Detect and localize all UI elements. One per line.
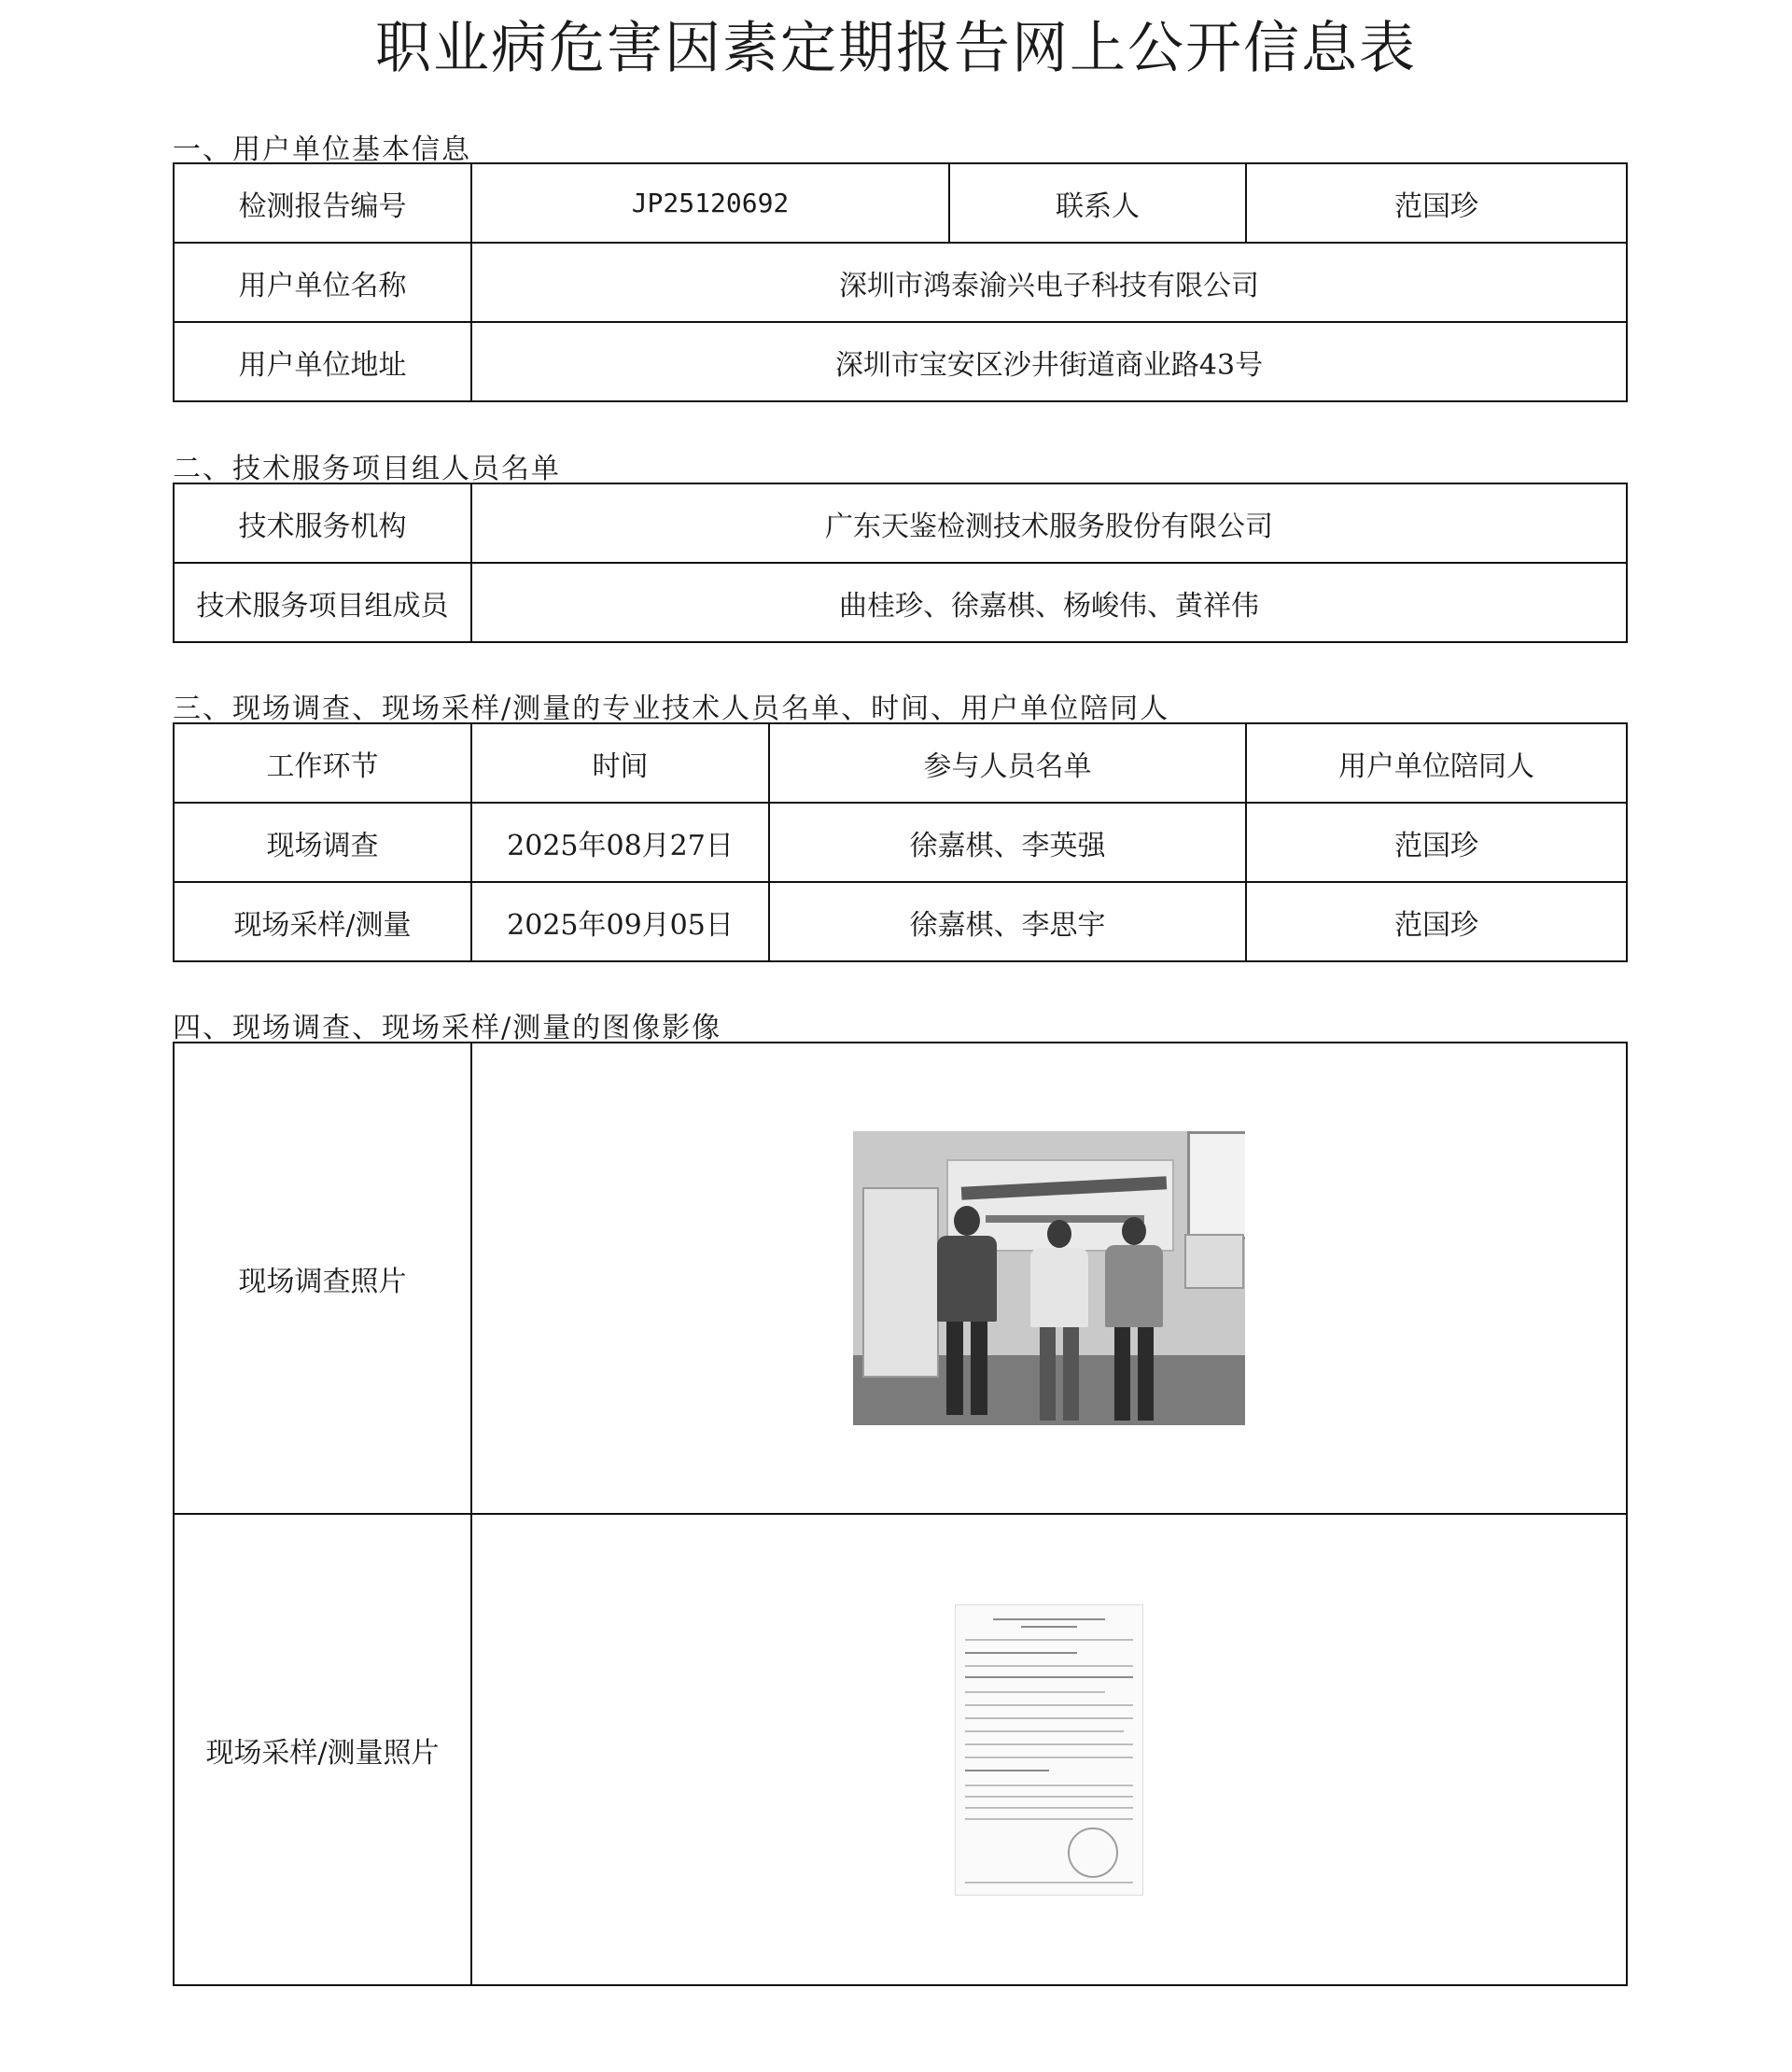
- stamp-icon: [1068, 1827, 1118, 1878]
- basic-info-table: [173, 162, 1628, 402]
- date-cell: 2025年09月05日: [471, 882, 769, 961]
- date-cell: 2025年08月27日: [471, 803, 769, 882]
- escort-cell: 范国珍: [1246, 882, 1627, 961]
- unit-address-value: 深圳市宝安区沙井街道商业路43号: [471, 322, 1627, 401]
- staff-cell: 徐嘉棋、李英强: [769, 803, 1246, 882]
- table-row: [174, 803, 1627, 882]
- members-value: 曲桂珍、徐嘉棋、杨峻伟、黄祥伟: [471, 563, 1627, 642]
- fieldwork-table: [173, 722, 1628, 962]
- team-table: [173, 483, 1628, 643]
- org-value: 广东天鉴检测技术服务股份有限公司: [471, 483, 1627, 563]
- section1-heading: 一、用户单位基本信息: [173, 133, 471, 166]
- table-row: [174, 882, 1627, 961]
- page-title: 职业病危害因素定期报告网上公开信息表: [375, 16, 1417, 81]
- staff-cell: 徐嘉棋、李思宇: [769, 882, 1246, 961]
- photo-table: [173, 1042, 1628, 1986]
- report-no-label: 检测报告编号: [174, 163, 471, 243]
- col-header-time: 时间: [471, 723, 769, 803]
- section4-heading: 四、现场调查、现场采样/测量的图像影像: [173, 1012, 722, 1044]
- members-label: 技术服务项目组成员: [174, 563, 471, 642]
- col-header-escort: 用户单位陪同人: [1246, 723, 1627, 803]
- unit-name-label: 用户单位名称: [174, 243, 471, 322]
- unit-name-value: 深圳市鸿泰渝兴电子科技有限公司: [471, 243, 1627, 322]
- org-label: 技术服务机构: [174, 483, 471, 563]
- contact-value: 范国珍: [1246, 163, 1627, 243]
- col-header-stage: 工作环节: [174, 723, 471, 803]
- survey-photo: [853, 1131, 1245, 1425]
- stage-cell: 现场采样/测量: [174, 882, 471, 961]
- col-header-staff: 参与人员名单: [769, 723, 1246, 803]
- survey-photo-label: 现场调查照片: [174, 1043, 471, 1514]
- report-no-value: JP25120692: [471, 163, 949, 243]
- sampling-photo-label: 现场采样/测量照片: [174, 1514, 471, 1985]
- escort-cell: 范国珍: [1246, 803, 1627, 882]
- contact-label: 联系人: [949, 163, 1246, 243]
- unit-address-label: 用户单位地址: [174, 322, 471, 401]
- sampling-record-photo: [955, 1604, 1143, 1896]
- section3-heading: 三、现场调查、现场采样/测量的专业技术人员名单、时间、用户单位陪同人: [173, 693, 1170, 725]
- stage-cell: 现场调查: [174, 803, 471, 882]
- section2-heading: 二、技术服务项目组人员名单: [173, 453, 561, 485]
